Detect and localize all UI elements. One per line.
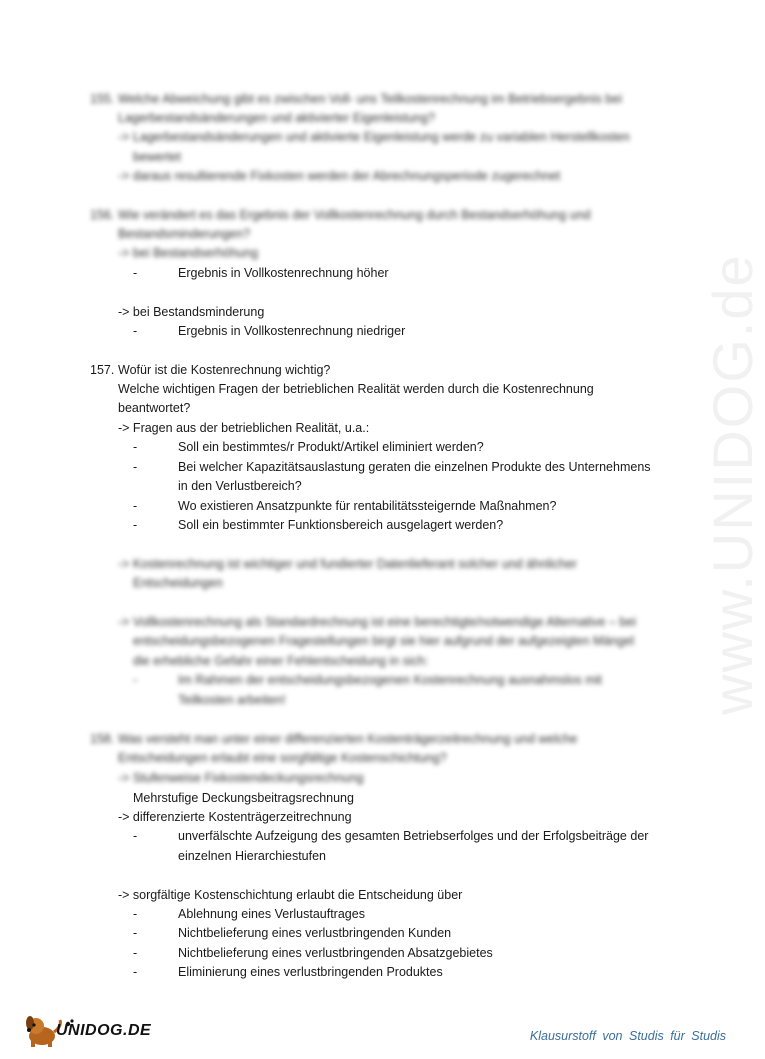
answer-item: Ergebnis in Vollkostenrechnung höher <box>178 266 389 280</box>
watermark: www.UNIDOG.de <box>701 253 764 715</box>
question-text: Welche Abweichung gibt es zwischen Voll- uns Teilkostenrechnung im Betriebsergebnis bei <box>118 92 622 106</box>
question-number: 155. <box>90 92 115 106</box>
bullet-dash: - <box>133 946 138 960</box>
bullet-dash: - <box>133 518 138 532</box>
answer-text: -> Fragen aus der betrieblichen Realität, u.a.: <box>118 421 370 435</box>
answer-item: Soll ein bestimmtes/r Produkt/Artikel eliminiert werden? <box>178 440 484 454</box>
answer-item: Eliminierung eines verlustbringenden Produktes <box>178 965 443 979</box>
answer-text: -> differenzierte Kostenträgerzeitrechnung <box>118 810 352 824</box>
answer-text: entscheidungsbezogenen Fragestellungen birgt sie hier aufgrund der aufgezeigten Mängel <box>133 634 635 648</box>
question-text: Wie verändert es das Ergebnis der Vollkostenrechnung durch Bestandserhöhung und <box>118 208 591 222</box>
bullet-dash: - <box>133 829 138 843</box>
answer-text: -> bei Bestandserhöhung <box>118 246 259 260</box>
bullet-dash: - <box>133 907 138 921</box>
answer-text: -> daraus resultierende Fixkosten werden der Abrechnungsperiode zugerechnet <box>118 169 561 183</box>
question-number: 156. <box>90 208 115 222</box>
footer-logo-text: UNIDOG.DE <box>56 1022 152 1039</box>
answer-item: einzelnen Hierarchiestufen <box>178 849 327 863</box>
answer-item: Teilkosten arbeiten! <box>178 693 286 707</box>
answer-item: Soll ein bestimmter Funktionsbereich ausgelagert werden? <box>178 518 504 532</box>
question-text: beantwortet? <box>118 401 191 415</box>
answer-text: die erhebliche Gefahr einer Fehlentscheidung in sich: <box>133 654 429 668</box>
answer-item: in den Verlustbereich? <box>178 479 302 493</box>
answer-item: Im Rahmen der entscheidungsbezogenen Kostenrechnung ausnahmslos mit <box>178 673 602 687</box>
answer-item: Ergebnis in Vollkostenrechnung niedriger <box>178 324 406 338</box>
bullet-dash: - <box>133 965 138 979</box>
answer-text: -> Stufenweise Fixkostendeckungsrechnung <box>118 771 364 785</box>
question-text: Wofür ist die Kostenrechnung wichtig? <box>118 363 331 377</box>
answer-item: Nichtbelieferung eines verlustbringenden Kunden <box>178 926 452 940</box>
answer-item: Bei welcher Kapazitätsauslastung geraten die einzelnen Produkte des Unternehmens <box>178 460 651 474</box>
footer-tagline: Klausurstoff von Studis für Studis <box>529 1029 726 1043</box>
answer-text: -> Kostenrechnung ist wichtiger und fundierter Datenlieferant solcher und ähnlicher <box>118 557 577 571</box>
answer-item: Wo existieren Ansatzpunkte für rentabilitätssteigernde Maßnahmen? <box>178 499 557 513</box>
bullet-dash: - <box>133 440 138 454</box>
bullet-dash: - <box>133 673 138 687</box>
answer-text: -> bei Bestandsminderung <box>118 305 265 319</box>
bullet-dash: - <box>133 324 138 338</box>
question-text: Welche wichtigen Fragen der betrieblichen Realität werden durch die Kostenrechnung <box>118 382 594 396</box>
question-text: Bestandsminderungen? <box>118 227 251 241</box>
answer-text: Entscheidungen <box>133 576 223 590</box>
answer-text: -> Lagerbestandsänderungen und aktivierte Eigenleistung werde zu variablen Herstellkosten <box>118 130 630 144</box>
answer-item: Nichtbelieferung eines verlustbringenden Absatzgebietes <box>178 946 493 960</box>
bullet-dash: - <box>133 266 138 280</box>
question-text: Lagerbestandsänderungen und aktivierter Eigenleistung? <box>118 111 435 125</box>
question-number: 158. <box>90 732 115 746</box>
question-text: Entscheidungen erlaubt eine sorgfältige Kostenschichtung? <box>118 751 447 765</box>
question-text: Was versteht man unter einer differenzierten Kostenträgerzeitrechnung und welche <box>118 732 578 746</box>
answer-text: -> sorgfältige Kostenschichtung erlaubt die Entscheidung über <box>118 888 463 902</box>
bullet-dash: - <box>133 460 138 474</box>
answer-text: -> Vollkostenrechnung als Standardrechnung ist eine berechtigte/notwendige Alternative – bei <box>118 615 637 629</box>
answer-text: Mehrstufige Deckungsbeitragsrechnung <box>133 791 354 805</box>
bullet-dash: - <box>133 926 138 940</box>
bullet-dash: - <box>133 499 138 513</box>
answer-text: bewertet <box>133 150 181 164</box>
answer-item: Ablehnung eines Verlustauftrages <box>178 907 365 921</box>
question-number: 157. <box>90 363 115 377</box>
answer-item: unverfälschte Aufzeigung des gesamten Betriebserfolges und der Erfolgsbeiträge der <box>178 829 649 843</box>
